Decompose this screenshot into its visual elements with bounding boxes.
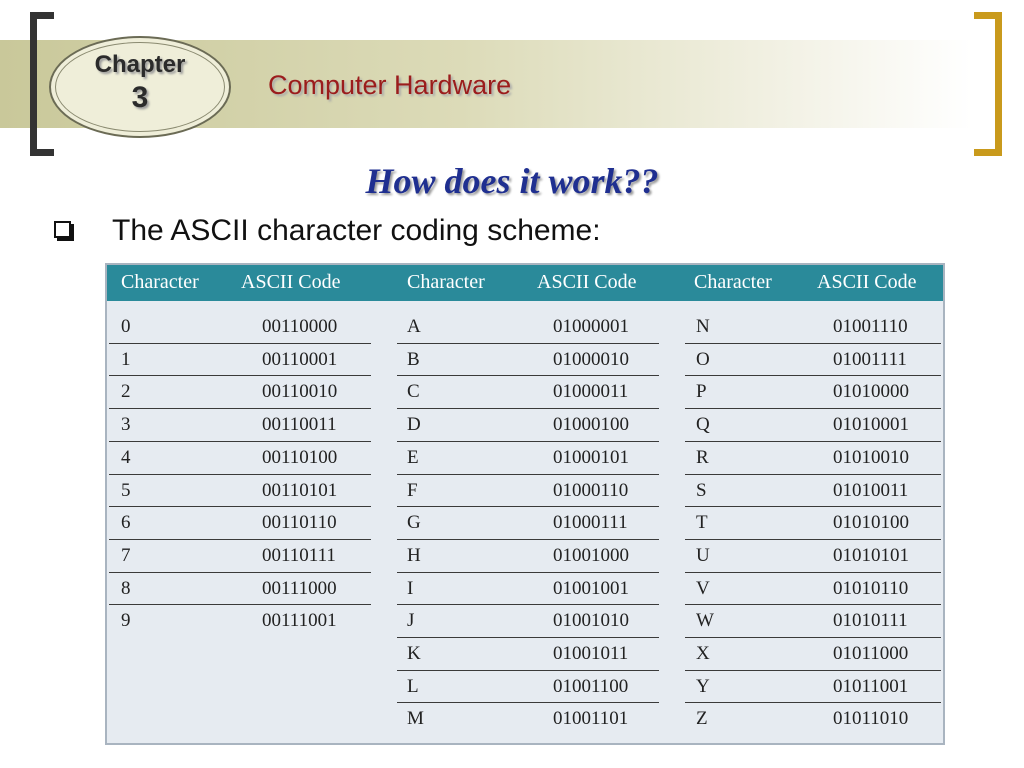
row-divider	[685, 702, 941, 703]
table-cell-ascii-code: 01011010	[833, 708, 909, 730]
row-divider	[397, 604, 659, 605]
table-cell-ascii-code: 01000001	[553, 316, 629, 337]
table-cell-ascii-code: 00110100	[262, 446, 338, 468]
table-cell-ascii-code: 00111000	[262, 577, 337, 599]
table-cell-character: C	[407, 381, 420, 403]
table-cell-character: K	[407, 643, 421, 664]
header-character-2: Character	[407, 271, 485, 293]
table-cell-character: Y	[696, 675, 710, 697]
table-cell-ascii-code: 01000011	[553, 381, 629, 403]
table-cell-ascii-code: 01010011	[833, 479, 909, 501]
row-divider	[685, 604, 941, 605]
table-cell-character: Q	[696, 414, 710, 436]
table-cell-character: Z	[696, 708, 708, 730]
table-cell-character: 6	[121, 512, 131, 534]
table-cell-character: N	[696, 316, 710, 337]
row-divider	[397, 474, 659, 475]
row-divider	[109, 441, 371, 442]
row-divider	[109, 572, 371, 573]
row-divider	[109, 375, 371, 376]
table-cell-ascii-code: 01001110	[833, 316, 908, 337]
table-cell-ascii-code: 01000111	[553, 512, 628, 534]
table-cell-character: L	[407, 675, 419, 697]
table-cell-ascii-code: 01001000	[553, 544, 629, 566]
table-cell-character: X	[696, 643, 710, 664]
table-cell-ascii-code: 00110011	[262, 414, 337, 436]
table-cell-ascii-code: 01010000	[833, 381, 909, 403]
table-cell-ascii-code: 01010100	[833, 512, 909, 534]
chapter-label: Chapter	[94, 51, 186, 78]
table-cell-character: J	[407, 610, 415, 632]
table-cell-character: B	[407, 348, 420, 370]
row-divider	[397, 670, 659, 671]
chapter-badge	[49, 36, 231, 138]
slide-title: Computer Hardware	[268, 70, 512, 100]
table-cell-ascii-code: 01001010	[553, 610, 629, 632]
table-cell-ascii-code: 01001001	[553, 577, 629, 599]
table-cell-character: U	[696, 544, 710, 566]
table-cell-ascii-code: 00110000	[262, 316, 338, 337]
table-cell-character: 9	[121, 610, 131, 632]
row-divider	[685, 506, 941, 507]
row-divider	[397, 539, 659, 540]
table-cell-character: 0	[121, 316, 131, 337]
row-divider	[397, 441, 659, 442]
row-divider	[685, 441, 941, 442]
table-cell-ascii-code: 01010110	[833, 577, 909, 599]
row-divider	[685, 539, 941, 540]
table-cell-ascii-code: 01011000	[833, 643, 909, 664]
table-cell-ascii-code: 01010101	[833, 544, 909, 566]
row-divider	[109, 408, 371, 409]
table-cell-character: M	[407, 708, 424, 730]
table-cell-ascii-code: 01001101	[553, 708, 629, 730]
row-divider	[109, 506, 371, 507]
table-cell-character: W	[696, 610, 714, 632]
table-cell-character: D	[407, 414, 421, 436]
table-cell-ascii-code: 00110001	[262, 348, 338, 370]
table-cell-ascii-code: 01001111	[833, 348, 907, 370]
row-divider	[685, 670, 941, 671]
table-cell-character: T	[696, 512, 708, 534]
table-cell-ascii-code: 01000110	[553, 479, 629, 501]
table-cell-character: 2	[121, 381, 131, 403]
row-divider	[685, 474, 941, 475]
table-cell-ascii-code: 00110111	[262, 544, 336, 566]
header-character-3: Character	[694, 271, 772, 293]
table-cell-character: V	[696, 577, 710, 599]
table-cell-character: H	[407, 544, 421, 566]
table-cell-ascii-code: 00111001	[262, 610, 337, 632]
row-divider	[685, 572, 941, 573]
checkbox-bullet-icon	[54, 221, 71, 238]
table-cell-ascii-code: 00110110	[262, 512, 337, 534]
row-divider	[685, 408, 941, 409]
table-cell-character: P	[696, 381, 707, 403]
row-divider	[397, 702, 659, 703]
table-cell-ascii-code: 00110101	[262, 479, 338, 501]
table-cell-character: 8	[121, 577, 131, 599]
table-cell-character: R	[696, 446, 709, 468]
row-divider	[109, 604, 371, 605]
table-cell-character: S	[696, 479, 707, 501]
row-divider	[397, 375, 659, 376]
right-bracket-decoration	[974, 12, 1002, 156]
table-cell-character: 1	[121, 348, 131, 370]
table-header-row	[107, 265, 943, 301]
table-cell-ascii-code: 01011001	[833, 675, 909, 697]
table-cell-character: 5	[121, 479, 131, 501]
table-cell-ascii-code: 01000100	[553, 414, 629, 436]
table-cell-ascii-code: 01000010	[553, 348, 629, 370]
chapter-number: 3	[131, 81, 149, 114]
bullet-text: The ASCII character coding scheme:	[112, 214, 601, 247]
row-divider	[109, 474, 371, 475]
table-cell-character: 4	[121, 446, 131, 468]
ascii-table	[105, 263, 945, 745]
table-cell-ascii-code: 01001100	[553, 675, 629, 697]
table-cell-character: 7	[121, 544, 131, 566]
row-divider	[685, 375, 941, 376]
row-divider	[397, 506, 659, 507]
row-divider	[397, 408, 659, 409]
table-cell-character: F	[407, 479, 418, 501]
row-divider	[397, 343, 659, 344]
header-ascii-code-2: ASCII Code	[537, 271, 637, 293]
table-cell-character: A	[407, 316, 421, 337]
row-divider	[397, 572, 659, 573]
table-cell-ascii-code: 01001011	[553, 643, 629, 664]
table-cell-ascii-code: 00110010	[262, 381, 338, 403]
row-divider	[109, 343, 371, 344]
header-ascii-code-3: ASCII Code	[817, 271, 917, 293]
table-cell-character: G	[407, 512, 421, 534]
table-cell-ascii-code: 01000101	[553, 446, 629, 468]
row-divider	[109, 539, 371, 540]
table-cell-character: E	[407, 446, 419, 468]
header-ascii-code-1: ASCII Code	[241, 271, 341, 293]
table-cell-character: O	[696, 348, 710, 370]
slide-subtitle: How does it work??	[365, 161, 659, 201]
row-divider	[685, 343, 941, 344]
table-cell-ascii-code: 01010111	[833, 610, 908, 632]
table-cell-ascii-code: 01010001	[833, 414, 909, 436]
row-divider	[397, 637, 659, 638]
header-character-1: Character	[121, 271, 199, 293]
table-cell-character: 3	[121, 414, 131, 436]
table-cell-character: I	[407, 577, 414, 599]
row-divider	[685, 637, 941, 638]
table-cell-ascii-code: 01010010	[833, 446, 909, 468]
